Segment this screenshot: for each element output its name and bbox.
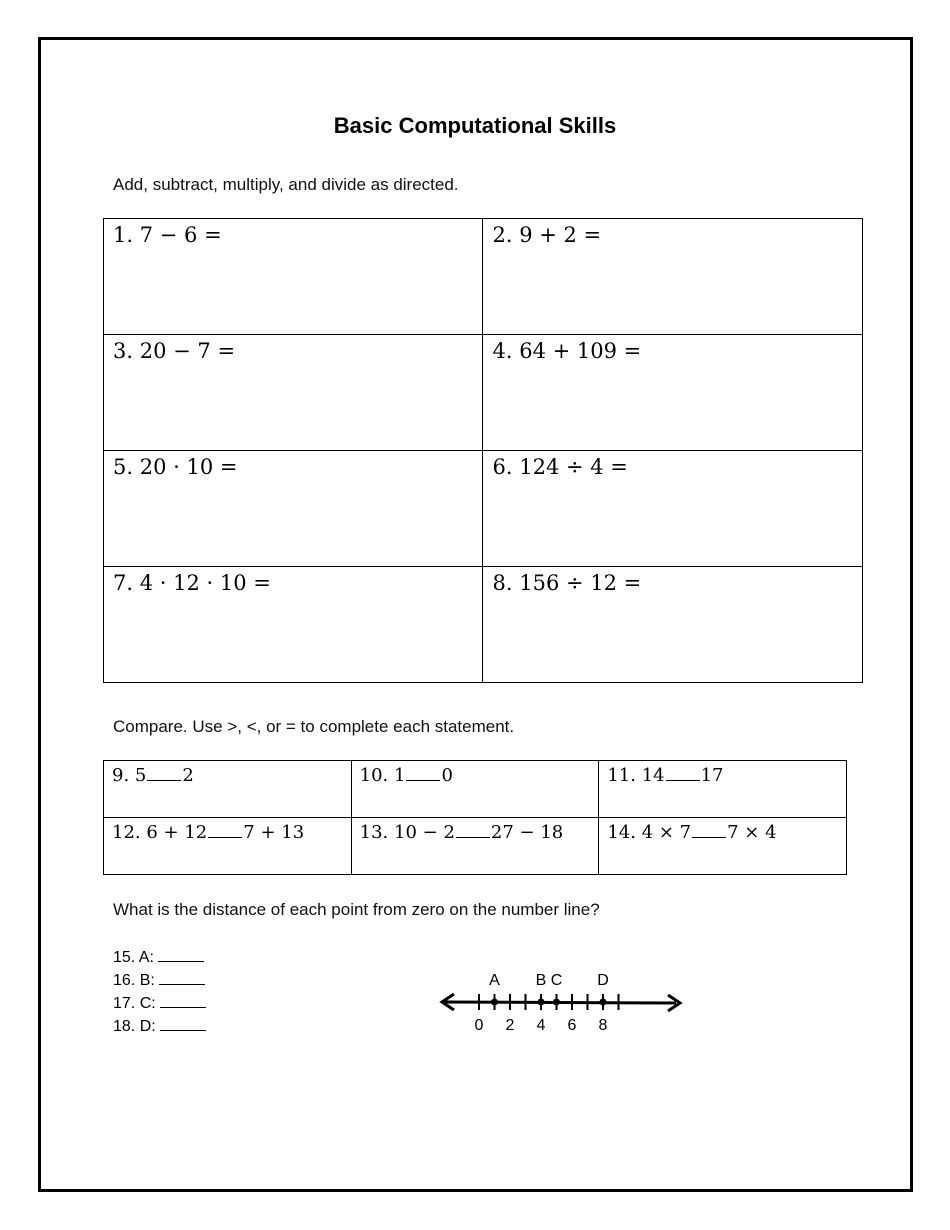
problem-expression: 9 + 2 =: [519, 223, 602, 247]
problem-number: 9.: [112, 765, 130, 786]
page-title: Basic Computational Skills: [333, 113, 617, 138]
compare-left: 5: [134, 765, 147, 786]
compare-right: 7 × 4: [727, 822, 777, 843]
number-line-point-label: C: [550, 972, 563, 989]
answer-row: [113, 946, 206, 969]
number-line-tick-label: 2: [505, 1017, 515, 1034]
compare-grid: [103, 760, 847, 875]
problem-number: 6.: [492, 455, 513, 479]
problem-cell[interactable]: [104, 451, 483, 567]
problem-number: 11.: [607, 765, 636, 786]
problem-number: 10.: [359, 765, 389, 786]
problem-number: 8.: [492, 571, 513, 595]
problem-number: 7.: [113, 571, 134, 595]
problem-expression: 7 − 6 =: [139, 223, 222, 247]
problem-cell[interactable]: [104, 219, 483, 335]
problem-cell[interactable]: [104, 335, 483, 451]
number-line-point-label: A: [489, 972, 500, 989]
answer-row: [113, 992, 206, 1015]
answer-label: 15. A:: [113, 949, 154, 966]
answer-row: [113, 969, 206, 992]
answer-label: 17. C:: [113, 995, 156, 1012]
number-line-point-label: D: [597, 972, 609, 989]
problem-number: 5.: [113, 455, 134, 479]
answer-label: 18. D:: [113, 1018, 156, 1035]
problem-number: 1.: [113, 223, 134, 247]
answer-blank[interactable]: [158, 960, 204, 962]
problem-cell[interactable]: [104, 567, 483, 683]
problem-expression: 20 − 7 =: [139, 339, 236, 363]
number-line-tick-label: 0: [474, 1017, 484, 1034]
compare-right: 7 + 13: [243, 822, 305, 843]
problem-number: 13.: [359, 822, 389, 843]
answer-blank[interactable]: [159, 983, 205, 985]
compare-right: 2: [182, 765, 194, 786]
problem-number: 4.: [492, 339, 513, 363]
answer-label: 16. B:: [113, 972, 155, 989]
number-line-tick-label: 8: [598, 1017, 608, 1034]
section1-instruction: Add, subtract, multiply, and divide as directed.: [113, 175, 459, 194]
problem-expression: 4 · 12 · 10 =: [139, 571, 271, 595]
compare-left: 4 × 7: [641, 822, 692, 843]
problem-number: 2.: [492, 223, 513, 247]
problem-expression: 124 ÷ 4 =: [519, 455, 628, 479]
compare-cell[interactable]: [104, 761, 352, 818]
section3-instruction: What is the distance of each point from zero on the number line?: [113, 900, 600, 919]
number-line-point: [491, 999, 498, 1006]
compare-cell[interactable]: [104, 818, 352, 875]
distance-answers: [113, 946, 206, 1038]
answer-blank[interactable]: [160, 1006, 206, 1008]
problem-expression: 156 ÷ 12 =: [519, 571, 642, 595]
number-line-tick-label: 4: [536, 1017, 546, 1034]
problem-cell[interactable]: [483, 451, 863, 567]
section2-instruction: Compare. Use >, <, or = to complete each statement.: [113, 717, 515, 736]
compare-right: 17: [700, 765, 724, 786]
number-line-point-label: B: [535, 972, 547, 989]
compare-right: 27 − 18: [490, 822, 564, 843]
compare-cell[interactable]: [351, 761, 599, 818]
number-line-point: [553, 999, 560, 1006]
compare-cell[interactable]: [599, 818, 847, 875]
answer-blank[interactable]: [208, 836, 242, 838]
compare-right: 0: [441, 765, 453, 786]
computation-grid: [103, 218, 863, 683]
problem-expression: 20 · 10 =: [139, 455, 238, 479]
number-line-tick-label: 6: [567, 1017, 577, 1034]
answer-blank[interactable]: [406, 779, 440, 781]
answer-blank[interactable]: [147, 779, 181, 781]
compare-cell[interactable]: [351, 818, 599, 875]
compare-cell[interactable]: [599, 761, 847, 818]
number-line-point: [600, 999, 607, 1006]
compare-left: 1: [394, 765, 406, 786]
answer-blank[interactable]: [456, 836, 490, 838]
answer-blank[interactable]: [666, 779, 700, 781]
answer-blank[interactable]: [160, 1029, 206, 1031]
problem-cell[interactable]: [483, 567, 863, 683]
problem-number: 3.: [113, 339, 134, 363]
problem-expression: 64 + 109 =: [519, 339, 642, 363]
answer-blank[interactable]: [692, 836, 726, 838]
number-line-point: [538, 999, 545, 1006]
compare-left: 6 + 12: [146, 822, 208, 843]
problem-number: 12.: [112, 822, 141, 843]
problem-number: 14.: [607, 822, 636, 843]
number-line: [430, 962, 700, 1042]
compare-left: 10 − 2: [394, 822, 455, 843]
problem-cell[interactable]: [483, 335, 863, 451]
problem-cell[interactable]: [483, 219, 863, 335]
answer-row: [113, 1015, 206, 1038]
compare-left: 14: [641, 765, 665, 786]
